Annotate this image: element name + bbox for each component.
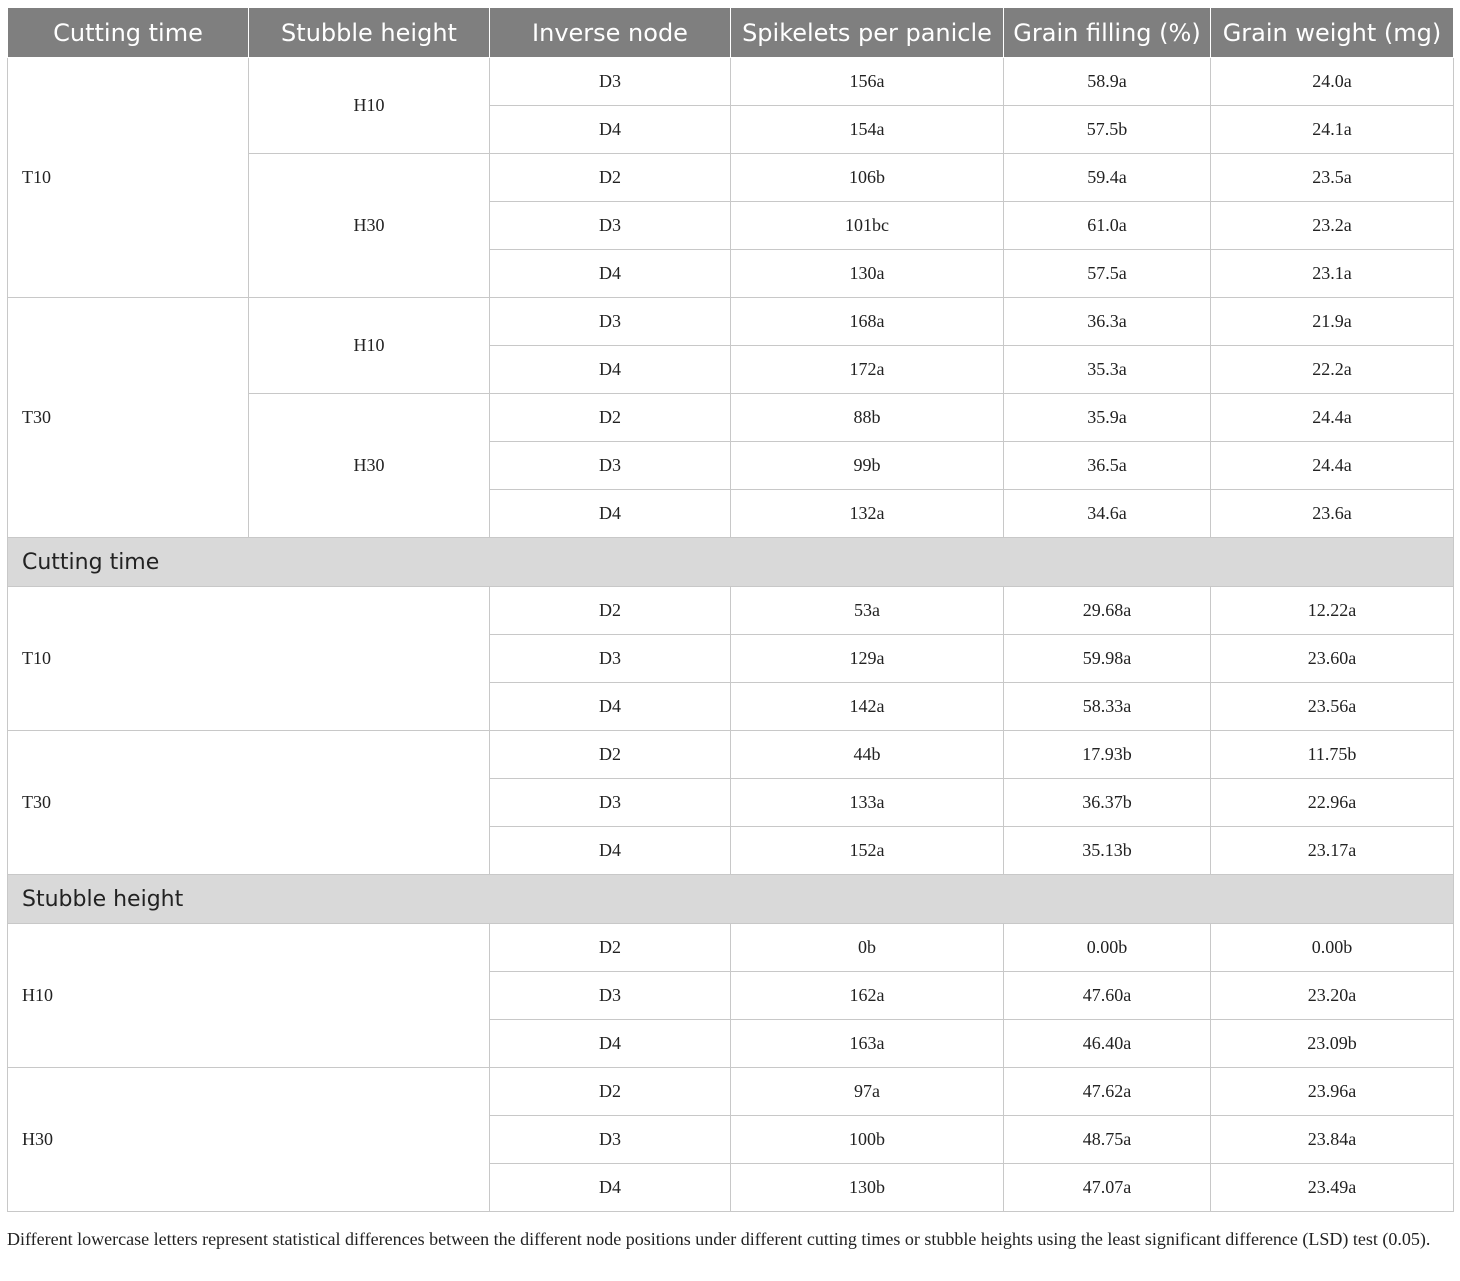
header-spikelets-per-panicle: Spikelets per panicle bbox=[731, 8, 1004, 58]
filling-cell: 46.40a bbox=[1004, 1020, 1211, 1068]
weight-cell: 23.5a bbox=[1211, 154, 1454, 202]
table-row bbox=[8, 298, 1454, 346]
node-cell: D4 bbox=[490, 683, 731, 731]
weight-cell: 12.22a bbox=[1211, 587, 1454, 635]
filling-cell: 61.0a bbox=[1004, 202, 1211, 250]
weight-cell: 24.4a bbox=[1211, 442, 1454, 490]
weight-cell: 23.49a bbox=[1211, 1164, 1454, 1212]
filling-cell: 58.9a bbox=[1004, 58, 1211, 106]
spikelets-cell: 154a bbox=[731, 106, 1004, 154]
weight-cell: 23.60a bbox=[1211, 635, 1454, 683]
weight-cell: 22.96a bbox=[1211, 779, 1454, 827]
node-cell: D2 bbox=[490, 924, 731, 972]
weight-cell: 23.1a bbox=[1211, 250, 1454, 298]
section-title-stubble-height: Stubble height bbox=[8, 875, 1454, 924]
node-cell: D3 bbox=[490, 298, 731, 346]
header-cutting-time: Cutting time bbox=[8, 8, 249, 58]
weight-cell: 0.00b bbox=[1211, 924, 1454, 972]
table-row bbox=[8, 58, 1454, 106]
stubble-height-cell: H30 bbox=[249, 154, 490, 298]
data-table bbox=[7, 7, 1454, 1212]
section-header-row bbox=[8, 875, 1454, 924]
header-grain-weight: Grain weight (mg) bbox=[1211, 8, 1454, 58]
node-cell: D3 bbox=[490, 635, 731, 683]
node-cell: D3 bbox=[490, 202, 731, 250]
node-cell: D4 bbox=[490, 490, 731, 538]
spikelets-cell: 101bc bbox=[731, 202, 1004, 250]
table-row bbox=[8, 1068, 1454, 1116]
node-cell: D3 bbox=[490, 972, 731, 1020]
section-header-row bbox=[8, 538, 1454, 587]
weight-cell: 23.17a bbox=[1211, 827, 1454, 875]
filling-cell: 57.5b bbox=[1004, 106, 1211, 154]
table-footnote: Different lowercase letters represent statistical differences between the different node positions under different cutting times or stubble heights using the least significant difference (LSD) test (0.05). bbox=[7, 1229, 1431, 1249]
spikelets-cell: 99b bbox=[731, 442, 1004, 490]
spikelets-cell: 163a bbox=[731, 1020, 1004, 1068]
header-stubble-height: Stubble height bbox=[249, 8, 490, 58]
filling-cell: 0.00b bbox=[1004, 924, 1211, 972]
weight-cell: 24.1a bbox=[1211, 106, 1454, 154]
group-label-cell: H10 bbox=[8, 924, 490, 1068]
weight-cell: 22.2a bbox=[1211, 346, 1454, 394]
spikelets-cell: 168a bbox=[731, 298, 1004, 346]
group-label-cell: T30 bbox=[8, 731, 490, 875]
spikelets-cell: 129a bbox=[731, 635, 1004, 683]
spikelets-cell: 152a bbox=[731, 827, 1004, 875]
section-title-cutting-time: Cutting time bbox=[8, 538, 1454, 587]
stubble-height-cell: H10 bbox=[249, 58, 490, 154]
filling-cell: 36.5a bbox=[1004, 442, 1211, 490]
node-cell: D3 bbox=[490, 442, 731, 490]
filling-cell: 47.60a bbox=[1004, 972, 1211, 1020]
filling-cell: 57.5a bbox=[1004, 250, 1211, 298]
weight-cell: 24.4a bbox=[1211, 394, 1454, 442]
node-cell: D4 bbox=[490, 250, 731, 298]
spikelets-cell: 100b bbox=[731, 1116, 1004, 1164]
spikelets-cell: 44b bbox=[731, 731, 1004, 779]
node-cell: D2 bbox=[490, 731, 731, 779]
spikelets-cell: 142a bbox=[731, 683, 1004, 731]
table-row bbox=[8, 924, 1454, 972]
weight-cell: 23.84a bbox=[1211, 1116, 1454, 1164]
filling-cell: 29.68a bbox=[1004, 587, 1211, 635]
node-cell: D4 bbox=[490, 106, 731, 154]
node-cell: D2 bbox=[490, 1068, 731, 1116]
node-cell: D2 bbox=[490, 394, 731, 442]
filling-cell: 35.3a bbox=[1004, 346, 1211, 394]
stubble-height-cell: H10 bbox=[249, 298, 490, 394]
spikelets-cell: 132a bbox=[731, 490, 1004, 538]
group-label-cell: T10 bbox=[8, 587, 490, 731]
node-cell: D4 bbox=[490, 1020, 731, 1068]
node-cell: D3 bbox=[490, 779, 731, 827]
weight-cell: 23.09b bbox=[1211, 1020, 1454, 1068]
weight-cell: 23.56a bbox=[1211, 683, 1454, 731]
table-row bbox=[8, 587, 1454, 635]
spikelets-cell: 97a bbox=[731, 1068, 1004, 1116]
filling-cell: 59.4a bbox=[1004, 154, 1211, 202]
filling-cell: 59.98a bbox=[1004, 635, 1211, 683]
weight-cell: 11.75b bbox=[1211, 731, 1454, 779]
filling-cell: 17.93b bbox=[1004, 731, 1211, 779]
filling-cell: 48.75a bbox=[1004, 1116, 1211, 1164]
spikelets-cell: 130b bbox=[731, 1164, 1004, 1212]
spikelets-cell: 133a bbox=[731, 779, 1004, 827]
spikelets-cell: 106b bbox=[731, 154, 1004, 202]
filling-cell: 47.62a bbox=[1004, 1068, 1211, 1116]
weight-cell: 23.96a bbox=[1211, 1068, 1454, 1116]
filling-cell: 34.6a bbox=[1004, 490, 1211, 538]
cutting-time-cell: T10 bbox=[8, 58, 249, 298]
spikelets-cell: 156a bbox=[731, 58, 1004, 106]
stubble-height-cell: H30 bbox=[249, 394, 490, 538]
table-row bbox=[8, 731, 1454, 779]
spikelets-cell: 130a bbox=[731, 250, 1004, 298]
spikelets-cell: 172a bbox=[731, 346, 1004, 394]
filling-cell: 35.13b bbox=[1004, 827, 1211, 875]
node-cell: D2 bbox=[490, 154, 731, 202]
spikelets-cell: 0b bbox=[731, 924, 1004, 972]
filling-cell: 35.9a bbox=[1004, 394, 1211, 442]
node-cell: D2 bbox=[490, 587, 731, 635]
group-label-cell: H30 bbox=[8, 1068, 490, 1212]
spikelets-cell: 88b bbox=[731, 394, 1004, 442]
weight-cell: 23.20a bbox=[1211, 972, 1454, 1020]
header-grain-filling: Grain filling (%) bbox=[1004, 8, 1211, 58]
cutting-time-cell: T30 bbox=[8, 298, 249, 538]
header-inverse-node: Inverse node bbox=[490, 8, 731, 58]
node-cell: D4 bbox=[490, 1164, 731, 1212]
node-cell: D4 bbox=[490, 346, 731, 394]
weight-cell: 23.6a bbox=[1211, 490, 1454, 538]
node-cell: D3 bbox=[490, 58, 731, 106]
node-cell: D3 bbox=[490, 1116, 731, 1164]
weight-cell: 24.0a bbox=[1211, 58, 1454, 106]
filling-cell: 47.07a bbox=[1004, 1164, 1211, 1212]
spikelets-cell: 162a bbox=[731, 972, 1004, 1020]
filling-cell: 36.37b bbox=[1004, 779, 1211, 827]
weight-cell: 23.2a bbox=[1211, 202, 1454, 250]
node-cell: D4 bbox=[490, 827, 731, 875]
weight-cell: 21.9a bbox=[1211, 298, 1454, 346]
table-header-row bbox=[8, 8, 1454, 58]
filling-cell: 58.33a bbox=[1004, 683, 1211, 731]
filling-cell: 36.3a bbox=[1004, 298, 1211, 346]
spikelets-cell: 53a bbox=[731, 587, 1004, 635]
